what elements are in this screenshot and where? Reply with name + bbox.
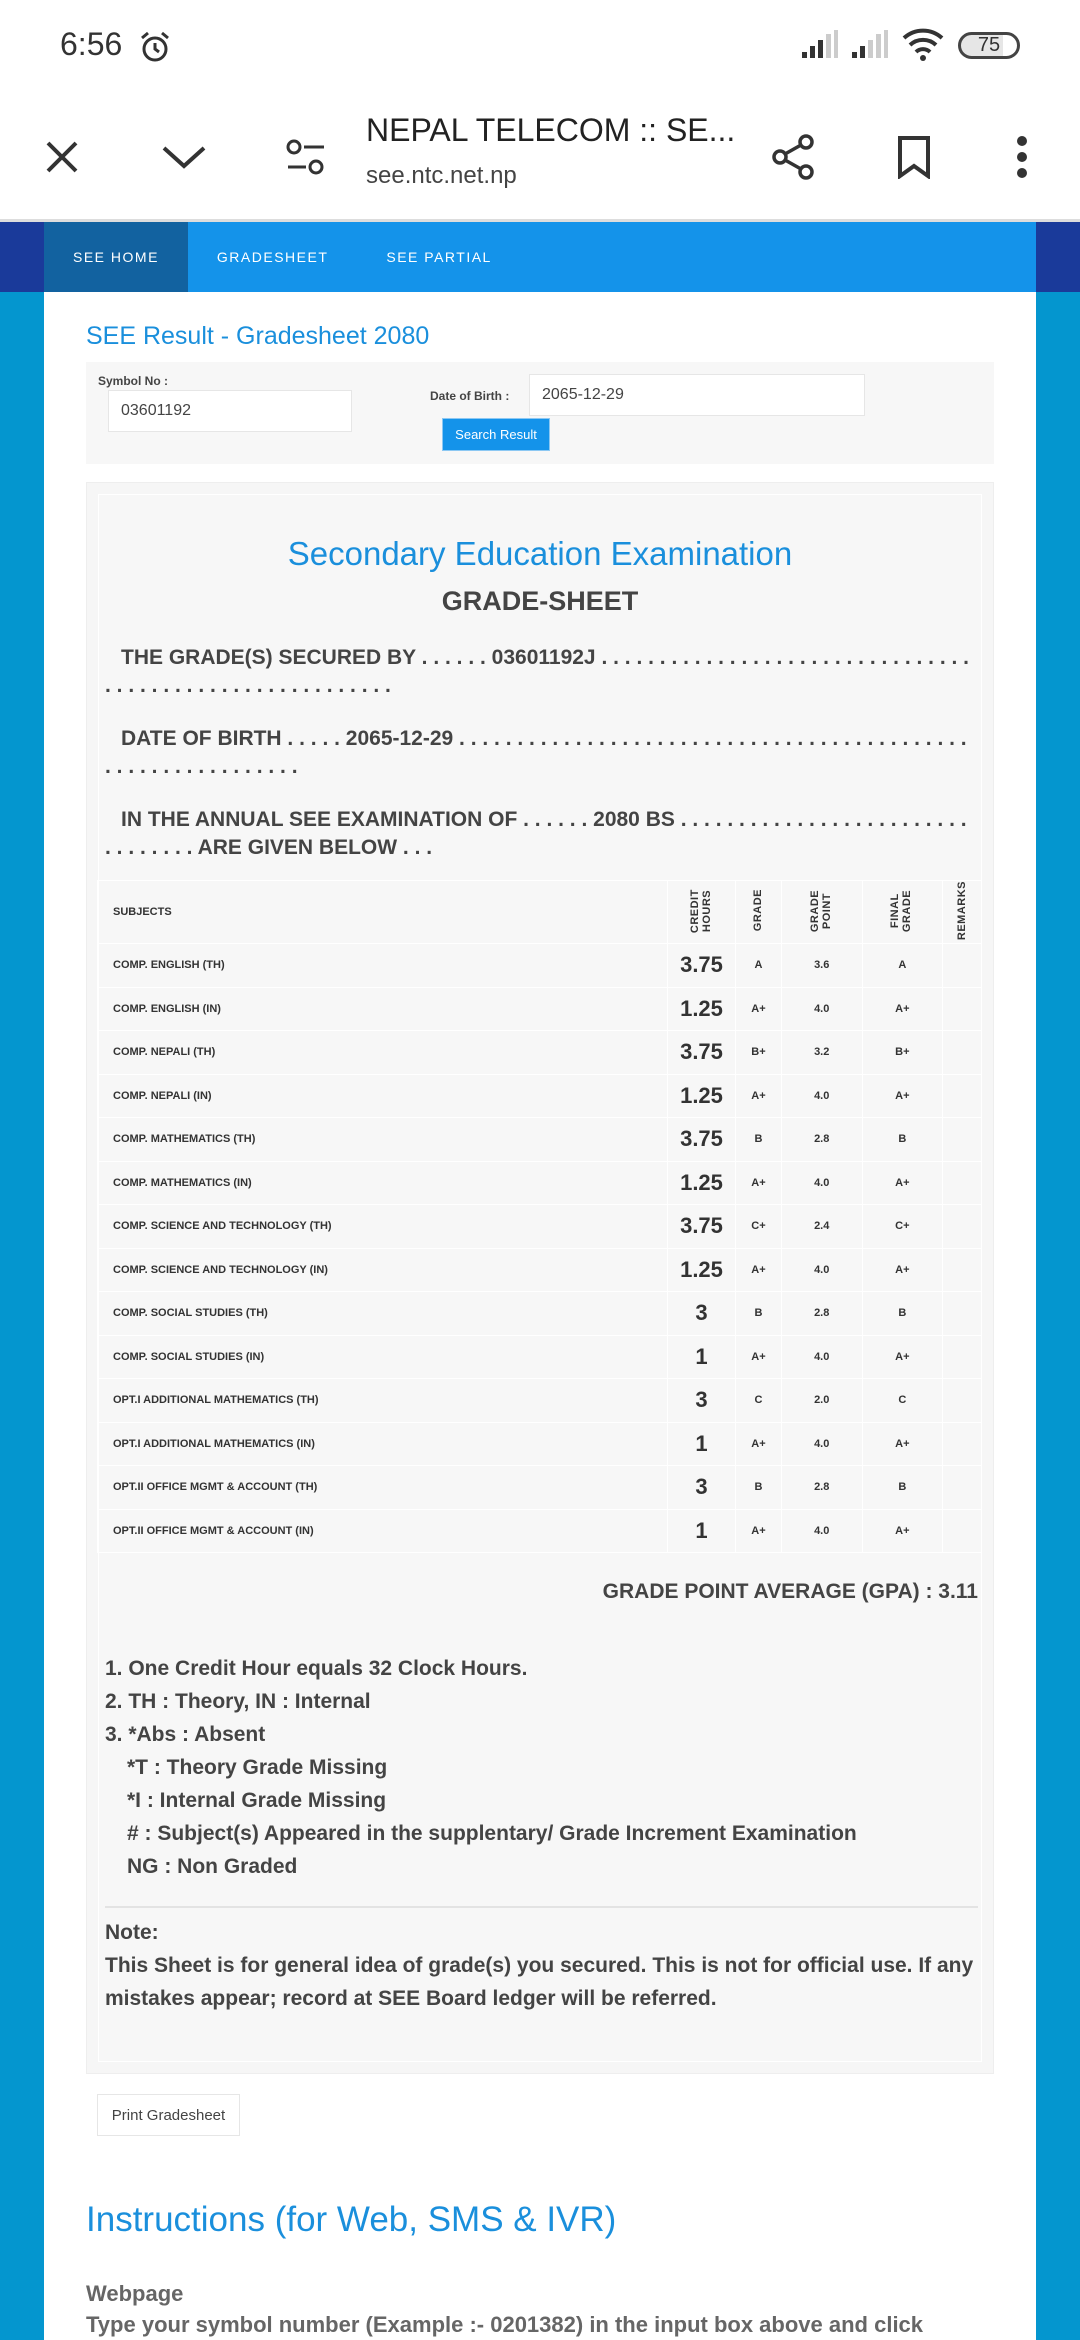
cell-remarks bbox=[943, 1466, 982, 1510]
cell-credit-hours: 1 bbox=[668, 1422, 736, 1466]
cell-grade: A+ bbox=[736, 1248, 782, 1292]
exam-title: Secondary Education Examination bbox=[287, 535, 793, 572]
cell-subject: OPT.I ADDITIONAL MATHEMATICS (TH) bbox=[98, 1379, 668, 1423]
header-grade: GRADE bbox=[736, 881, 782, 944]
cell-final-grade: B bbox=[862, 1466, 943, 1510]
disclaimer bbox=[105, 1912, 985, 2015]
cell-grade-point: 2.8 bbox=[781, 1466, 862, 1510]
cell-remarks bbox=[943, 1509, 982, 1553]
cell-grade-point: 4.0 bbox=[781, 987, 862, 1031]
cell-subject: COMP. SOCIAL STUDIES (TH) bbox=[98, 1292, 668, 1336]
cell-final-grade: B bbox=[862, 1118, 943, 1162]
gradesheet-title: GRADE-SHEET bbox=[441, 586, 639, 616]
gpa: GRADE POINT AVERAGE (GPA) : 3.11 bbox=[602, 1580, 978, 1603]
table-row bbox=[98, 1509, 982, 1553]
webpage-instructions bbox=[86, 2278, 923, 2340]
header-remarks: REMARKS bbox=[943, 881, 982, 944]
page-title: NEPAL TELECOM :: SE... bbox=[366, 112, 736, 148]
cell-grade: C bbox=[736, 1379, 782, 1423]
browser-toolbar bbox=[0, 95, 1080, 222]
cell-remarks bbox=[943, 1379, 982, 1423]
note-line: NG : Non Graded bbox=[127, 1855, 298, 1878]
note-line: *T : Theory Grade Missing bbox=[127, 1756, 388, 1779]
cell-grade-point: 4.0 bbox=[781, 1422, 862, 1466]
dob-line: DATE OF BIRTH . . . . . 2065-12-29 . . . . . . . . . . . . . . . . . . . . . . . . . . . . . . . . . . . . . . . . . . . . . . . . . . . . . . . . . . . . . bbox=[105, 727, 967, 778]
header-subjects: SUBJECTS bbox=[98, 881, 668, 944]
print-gradesheet-button[interactable]: Print Gradesheet bbox=[97, 2094, 240, 2136]
cell-grade: A bbox=[736, 944, 782, 988]
cell-subject: COMP. ENGLISH (TH) bbox=[98, 944, 668, 988]
nav-gradesheet[interactable]: GRADESHEET bbox=[216, 249, 329, 265]
symbol-input[interactable]: 03601192 bbox=[108, 390, 352, 432]
nav-see-home[interactable]: SEE HOME bbox=[44, 222, 188, 292]
search-result-button[interactable]: Search Result bbox=[442, 418, 550, 451]
clock: 6:56 bbox=[60, 26, 123, 62]
cell-grade: A+ bbox=[736, 1509, 782, 1553]
note-line: 3. *Abs : Absent bbox=[105, 1723, 266, 1746]
cell-remarks bbox=[943, 987, 982, 1031]
cell-credit-hours: 3 bbox=[668, 1466, 736, 1510]
cell-credit-hours: 3 bbox=[668, 1292, 736, 1336]
bookmark-icon[interactable] bbox=[882, 125, 946, 189]
note-line: 1. One Credit Hour equals 32 Clock Hours. bbox=[105, 1657, 528, 1680]
cell-remarks bbox=[943, 1205, 982, 1249]
table-row bbox=[98, 1161, 982, 1205]
cell-remarks bbox=[943, 1031, 982, 1075]
cell-grade-point: 4.0 bbox=[781, 1161, 862, 1205]
header-credit-hours: CREDIT HOURS bbox=[668, 881, 736, 944]
cell-final-grade: A+ bbox=[862, 1074, 943, 1118]
result-heading: SEE Result - Gradesheet 2080 bbox=[86, 322, 430, 350]
cell-credit-hours: 3.75 bbox=[668, 1031, 736, 1075]
cell-credit-hours: 1.25 bbox=[668, 1248, 736, 1292]
cell-remarks bbox=[943, 1118, 982, 1162]
cell-grade: B+ bbox=[736, 1031, 782, 1075]
note-text: This Sheet is for general idea of grade(s) you secured. This is not for official use. If any mistakes appear; record at SEE Board ledger will be referred. bbox=[105, 1954, 974, 2010]
table-row bbox=[98, 1379, 982, 1423]
header-grade-point: GRADE POINT bbox=[781, 881, 862, 944]
site-nav bbox=[0, 222, 1080, 292]
cell-subject: COMP. SCIENCE AND TECHNOLOGY (IN) bbox=[98, 1248, 668, 1292]
cell-subject: COMP. SCIENCE AND TECHNOLOGY (TH) bbox=[98, 1205, 668, 1249]
status-bar bbox=[0, 0, 1080, 95]
cell-final-grade: A+ bbox=[862, 1335, 943, 1379]
legend-notes bbox=[105, 1652, 857, 1883]
grades-table bbox=[97, 880, 982, 1553]
cell-remarks bbox=[943, 1335, 982, 1379]
cell-grade-point: 3.2 bbox=[781, 1031, 862, 1075]
instructions-heading: Instructions (for Web, SMS & IVR) bbox=[86, 2200, 617, 2239]
dob-label: Date of Birth : bbox=[430, 389, 510, 403]
table-row bbox=[98, 1031, 982, 1075]
cell-credit-hours: 1.25 bbox=[668, 1161, 736, 1205]
cell-grade-point: 2.4 bbox=[781, 1205, 862, 1249]
cell-credit-hours: 1 bbox=[668, 1509, 736, 1553]
cell-final-grade: A+ bbox=[862, 1161, 943, 1205]
cell-final-grade: B+ bbox=[862, 1031, 943, 1075]
cell-subject: OPT.I ADDITIONAL MATHEMATICS (IN) bbox=[98, 1422, 668, 1466]
cell-credit-hours: 1 bbox=[668, 1335, 736, 1379]
cell-subject: COMP. MATHEMATICS (TH) bbox=[98, 1118, 668, 1162]
cell-credit-hours: 1.25 bbox=[668, 1074, 736, 1118]
cell-grade: A+ bbox=[736, 987, 782, 1031]
cell-remarks bbox=[943, 1422, 982, 1466]
table-row bbox=[98, 987, 982, 1031]
cell-final-grade: B bbox=[862, 1292, 943, 1336]
cell-remarks bbox=[943, 1248, 982, 1292]
cell-final-grade: A bbox=[862, 944, 943, 988]
cell-subject: COMP. SOCIAL STUDIES (IN) bbox=[98, 1335, 668, 1379]
wifi-icon bbox=[902, 28, 946, 62]
cell-grade: A+ bbox=[736, 1422, 782, 1466]
table-row bbox=[98, 1248, 982, 1292]
share-icon[interactable] bbox=[762, 125, 826, 189]
cell-grade: B bbox=[736, 1118, 782, 1162]
table-row bbox=[98, 1074, 982, 1118]
cell-grade-point: 2.8 bbox=[781, 1292, 862, 1336]
cell-grade: A+ bbox=[736, 1161, 782, 1205]
cell-grade-point: 2.8 bbox=[781, 1118, 862, 1162]
alarm-icon bbox=[138, 30, 172, 64]
symbol-label: Symbol No : bbox=[98, 374, 169, 388]
table-row bbox=[98, 1422, 982, 1466]
cell-grade: C+ bbox=[736, 1205, 782, 1249]
table-row bbox=[98, 1118, 982, 1162]
cell-grade-point: 4.0 bbox=[781, 1509, 862, 1553]
table-header bbox=[98, 881, 982, 944]
signal-icon-2 bbox=[850, 30, 890, 60]
note-line: # : Subject(s) Appeared in the supplentary/ Grade Increment Examination bbox=[127, 1822, 857, 1845]
table-row bbox=[98, 1292, 982, 1336]
table-row bbox=[98, 944, 982, 988]
cell-subject: OPT.II OFFICE MGMT & ACCOUNT (IN) bbox=[98, 1509, 668, 1553]
table-row bbox=[98, 1205, 982, 1249]
note-title: Note: bbox=[105, 1921, 159, 1944]
cell-final-grade: C+ bbox=[862, 1205, 943, 1249]
page-url[interactable]: see.ntc.net.np bbox=[366, 162, 517, 189]
cell-remarks bbox=[943, 1074, 982, 1118]
cell-subject: COMP. NEPALI (TH) bbox=[98, 1031, 668, 1075]
signal-icon-1 bbox=[800, 30, 840, 60]
cell-grade: B bbox=[736, 1292, 782, 1336]
chevron-down-icon[interactable] bbox=[152, 125, 216, 189]
cell-grade-point: 4.0 bbox=[781, 1074, 862, 1118]
cell-final-grade: A+ bbox=[862, 1422, 943, 1466]
dob-input[interactable]: 2065-12-29 bbox=[529, 374, 865, 416]
cell-grade-point: 3.6 bbox=[781, 944, 862, 988]
secured-by-line: THE GRADE(S) SECURED BY . . . . . . 03601192J . . . . . . . . . . . . . . . . . . . . . . . . . . . . . . . . . . . . . . . . . . . . . . . . . . . . . . . . . bbox=[105, 646, 970, 697]
cell-final-grade: A+ bbox=[862, 1509, 943, 1553]
cell-final-grade: A+ bbox=[862, 1248, 943, 1292]
note-line: *I : Internal Grade Missing bbox=[127, 1789, 387, 1812]
cell-final-grade: A+ bbox=[862, 987, 943, 1031]
cell-subject: COMP. MATHEMATICS (IN) bbox=[98, 1161, 668, 1205]
exam-line: IN THE ANNUAL SEE EXAMINATION OF . . . . . . 2080 BS . . . . . . . . . . . . . . . . . . . . . . . . . . . . . . . . . ARE GIVEN BELOW . . . bbox=[105, 808, 967, 859]
cell-grade-point: 4.0 bbox=[781, 1248, 862, 1292]
battery-indicator: 75 bbox=[958, 32, 1020, 59]
more-options-icon[interactable] bbox=[990, 125, 1054, 189]
cell-subject: COMP. NEPALI (IN) bbox=[98, 1074, 668, 1118]
cell-subject: COMP. ENGLISH (IN) bbox=[98, 987, 668, 1031]
nav-see-partial[interactable]: SEE PARTIAL bbox=[386, 249, 492, 265]
note-line: 2. TH : Theory, IN : Internal bbox=[105, 1690, 371, 1713]
table-row bbox=[98, 1335, 982, 1379]
cell-credit-hours: 3 bbox=[668, 1379, 736, 1423]
cell-final-grade: C bbox=[862, 1379, 943, 1423]
cell-subject: OPT.II OFFICE MGMT & ACCOUNT (TH) bbox=[98, 1466, 668, 1510]
cell-credit-hours: 1.25 bbox=[668, 987, 736, 1031]
cell-credit-hours: 3.75 bbox=[668, 944, 736, 988]
close-icon[interactable] bbox=[30, 125, 94, 189]
cell-grade-point: 4.0 bbox=[781, 1335, 862, 1379]
cell-grade-point: 2.0 bbox=[781, 1379, 862, 1423]
table-row bbox=[98, 1466, 982, 1510]
divider bbox=[105, 1906, 978, 1908]
cell-grade: A+ bbox=[736, 1335, 782, 1379]
cell-remarks bbox=[943, 944, 982, 988]
cell-credit-hours: 3.75 bbox=[668, 1118, 736, 1162]
cell-grade: A+ bbox=[736, 1074, 782, 1118]
webpage-text: Type your symbol number (Example :- 0201382) in the input box above and click bbox=[86, 2312, 924, 2337]
cell-remarks bbox=[943, 1161, 982, 1205]
webpage-title: Webpage bbox=[86, 2281, 184, 2306]
cell-credit-hours: 3.75 bbox=[668, 1205, 736, 1249]
cell-grade: B bbox=[736, 1466, 782, 1510]
cell-remarks bbox=[943, 1292, 982, 1336]
site-settings-icon[interactable] bbox=[274, 125, 338, 189]
header-final-grade: FINAL GRADE bbox=[862, 881, 943, 944]
